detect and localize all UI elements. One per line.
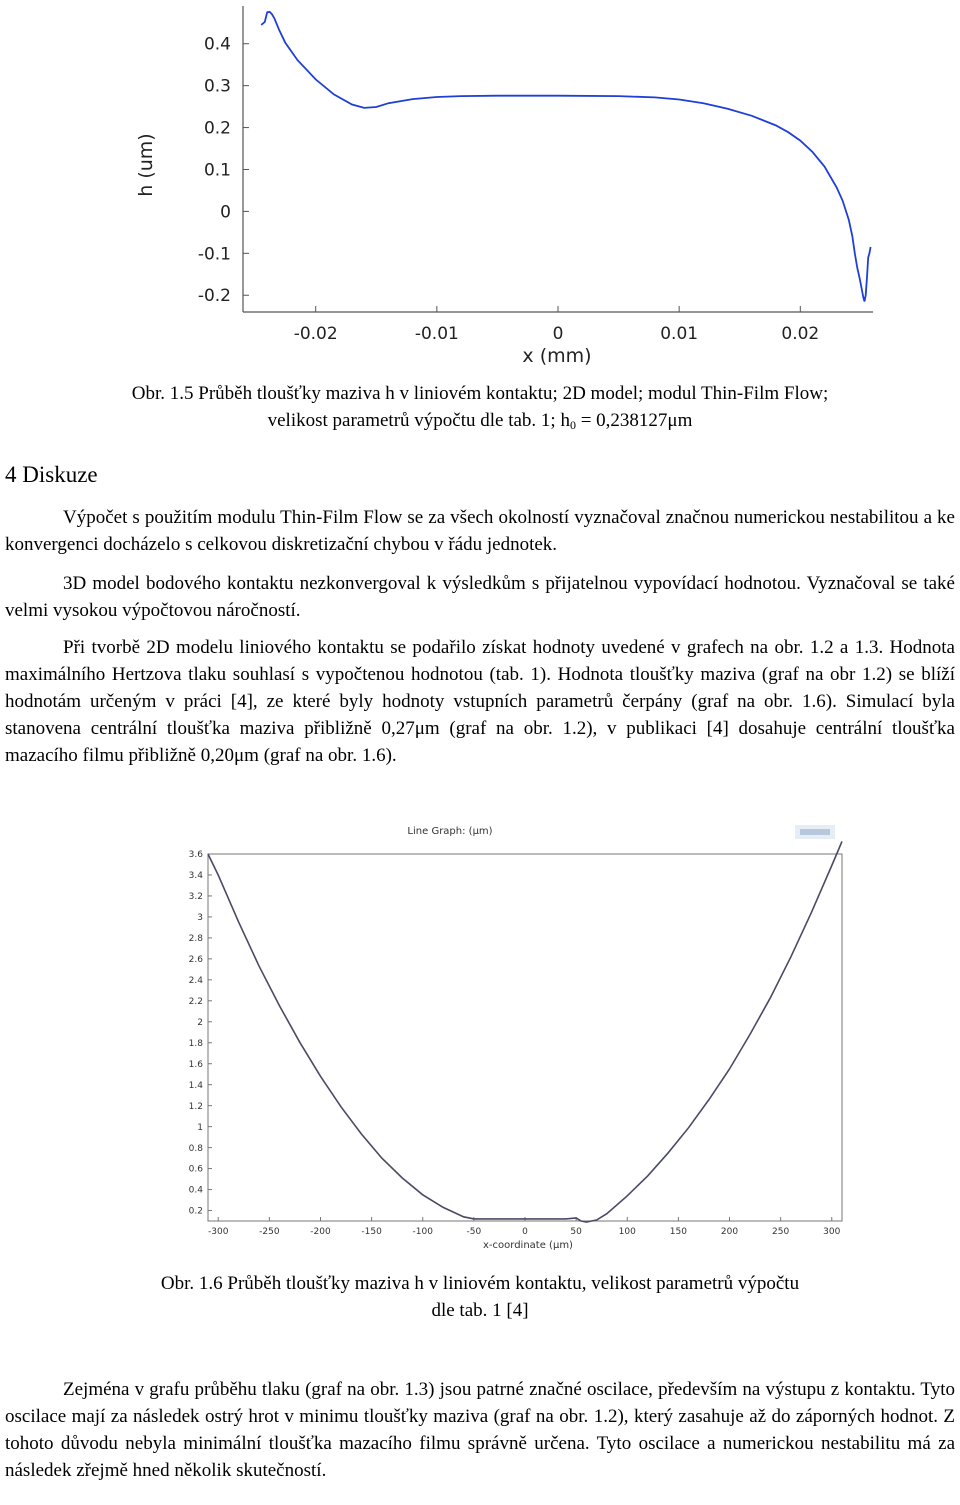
y-tick-label: 2.6 xyxy=(188,955,203,966)
chart1-y-ticks xyxy=(198,35,249,307)
y-tick-label: 1.6 xyxy=(188,1059,203,1070)
logo-icon xyxy=(795,825,835,839)
caption-text: = 0,238127μm xyxy=(575,410,693,431)
y-tick-label: 0.4 xyxy=(203,34,231,55)
figure-1-6-caption xyxy=(0,1270,960,1324)
x-tick-label: 0.01 xyxy=(660,324,699,344)
y-tick-label: 3 xyxy=(197,913,203,924)
x-tick-label: 50 xyxy=(570,1227,582,1237)
x-tick-label: -50 xyxy=(466,1227,482,1237)
y-tick-label: 3.2 xyxy=(188,892,203,903)
x-tick-label: 100 xyxy=(618,1227,636,1237)
y-tick-label: -0.2 xyxy=(197,286,231,307)
y-tick-label: 1.8 xyxy=(188,1038,203,1049)
caption-line: Obr. 1.6 Průběh tloušťky maziva h v liniovém kontaktu, velikost parametrů výpočtu xyxy=(160,1273,800,1294)
y-tick-label: 0.2 xyxy=(203,118,231,139)
x-tick-label: 150 xyxy=(669,1227,687,1237)
chart2-x-axis-label: x-coordinate (μm) xyxy=(483,1240,573,1251)
y-tick-label: 0.8 xyxy=(188,1143,203,1154)
y-tick-label: 2.2 xyxy=(188,996,203,1007)
x-tick-label: -300 xyxy=(208,1227,229,1237)
y-tick-label: 2.8 xyxy=(188,934,203,945)
chart1-axes xyxy=(243,6,873,312)
y-tick-label: 0 xyxy=(220,202,231,223)
chart1-y-axis-label: h (um) xyxy=(135,133,157,197)
plot-frame xyxy=(208,854,842,1221)
caption-text: velikost parametrů výpočtu dle tab. 1; h xyxy=(267,410,570,431)
y-tick-label: 0.1 xyxy=(203,160,231,181)
chart2-y-ticks xyxy=(189,850,212,1217)
chart2-series-line xyxy=(208,841,842,1222)
y-tick-label: 0.3 xyxy=(203,76,231,97)
paragraph-text: Výpočet s použitím modulu Thin-Film Flow se za všech okolností vyznačoval značnou numerickou nestabilitou a ke konvergenci docházelo s celkovou diskretizační chybou v řádu jednotek. xyxy=(5,507,955,555)
y-tick-label: 1 xyxy=(197,1122,203,1133)
chart2-title: Line Graph: (μm) xyxy=(407,826,493,837)
paragraph-1 xyxy=(5,504,955,558)
y-tick-label: 3.6 xyxy=(188,850,203,861)
x-tick-label: 200 xyxy=(720,1227,739,1237)
paragraph-3 xyxy=(5,634,955,769)
x-tick-label: -150 xyxy=(361,1227,382,1237)
film-thickness-chart xyxy=(0,0,960,370)
caption-line xyxy=(0,407,960,439)
paragraph-text: Při tvorbě 2D modelu liniového kontaktu se podařilo získat hodnoty uvedené v grafech na obr. 1.2 a 1.3. Hodnota maximálního Hertzova tlaku souhlasí s vypočtenou hodnotou (tab. 1). Hodnota tloušťky maziva (graf na obr 1.2) se blíží hodnotám určeným v práci [4], ze které byly hodnoty vstupních parametrů čerpány (graf na obr. 1.6). Simulací byla stanovena centrální tloušťka maziva přibližně 0,27μm (graf na obr. 1.2), v publikaci [4] dosahuje centrální tloušťka mazacího filmu přibližně 0,20μm (graf na obr. 1.6). xyxy=(5,637,955,766)
chart2-axes xyxy=(208,854,842,1221)
section-heading: 4 Diskuze xyxy=(5,462,98,487)
y-tick-label: -0.1 xyxy=(197,244,231,265)
reference-thickness-chart xyxy=(0,810,960,1260)
chart1-x-axis-label: x (mm) xyxy=(522,345,592,367)
caption-line: Obr. 1.5 Průběh tloušťky maziva h v liniovém kontaktu; 2D model; modul Thin-Film Flow; xyxy=(131,383,829,404)
x-tick-label: 250 xyxy=(772,1227,790,1237)
x-tick-label: 300 xyxy=(823,1227,841,1237)
paragraph-4 xyxy=(5,1376,955,1484)
x-tick-label: -200 xyxy=(310,1227,331,1237)
y-tick-label: 0.2 xyxy=(188,1206,203,1217)
x-tick-label: -0.02 xyxy=(293,324,338,344)
y-tick-label: 0.4 xyxy=(188,1185,203,1196)
x-tick-label: -0.01 xyxy=(414,324,459,344)
y-tick-label: 2.4 xyxy=(188,975,203,986)
y-tick-label: 0.6 xyxy=(188,1164,203,1175)
x-tick-label: 0 xyxy=(552,324,564,344)
subscript: 0 xyxy=(569,418,576,432)
y-tick-label: 1.2 xyxy=(188,1101,203,1112)
y-tick-label: 2 xyxy=(197,1017,203,1028)
x-tick-label: 0 xyxy=(522,1227,528,1237)
figure-1-5-caption xyxy=(0,380,960,439)
chart2-x-ticks xyxy=(208,1217,841,1237)
y-tick-label: 3.4 xyxy=(188,871,203,882)
paragraph-2 xyxy=(5,570,955,624)
x-tick-label: 0.02 xyxy=(781,324,820,344)
paragraph-text: Zejména v grafu průběhu tlaku (graf na obr. 1.3) jsou patrné značné oscilace, především na výstupu z kontaktu. Tyto oscilace mají za následek ostrý hrot v minimu tloušťky maziva (graf na obr. 1.2), který zasahuje až do záporných hodnot. Z tohoto důvodu nebyla minimální tloušťka mazacího filmu správně určena. Tyto oscilace a numerickou nestabilitu má za následek zřejmě hned několik skutečností. xyxy=(5,1379,955,1481)
chart1-series-line xyxy=(261,12,870,302)
paragraph-text: 3D model bodového kontaktu nezkonvergoval k výsledkům s přijatelnou vypovídací hodnotou. Vyznačoval se také velmi vysokou výpočtovou náročností. xyxy=(5,573,955,621)
x-tick-label: -250 xyxy=(259,1227,280,1237)
x-tick-label: -100 xyxy=(412,1227,433,1237)
y-tick-label: 1.4 xyxy=(188,1080,203,1091)
caption-line: dle tab. 1 [4] xyxy=(431,1300,529,1321)
